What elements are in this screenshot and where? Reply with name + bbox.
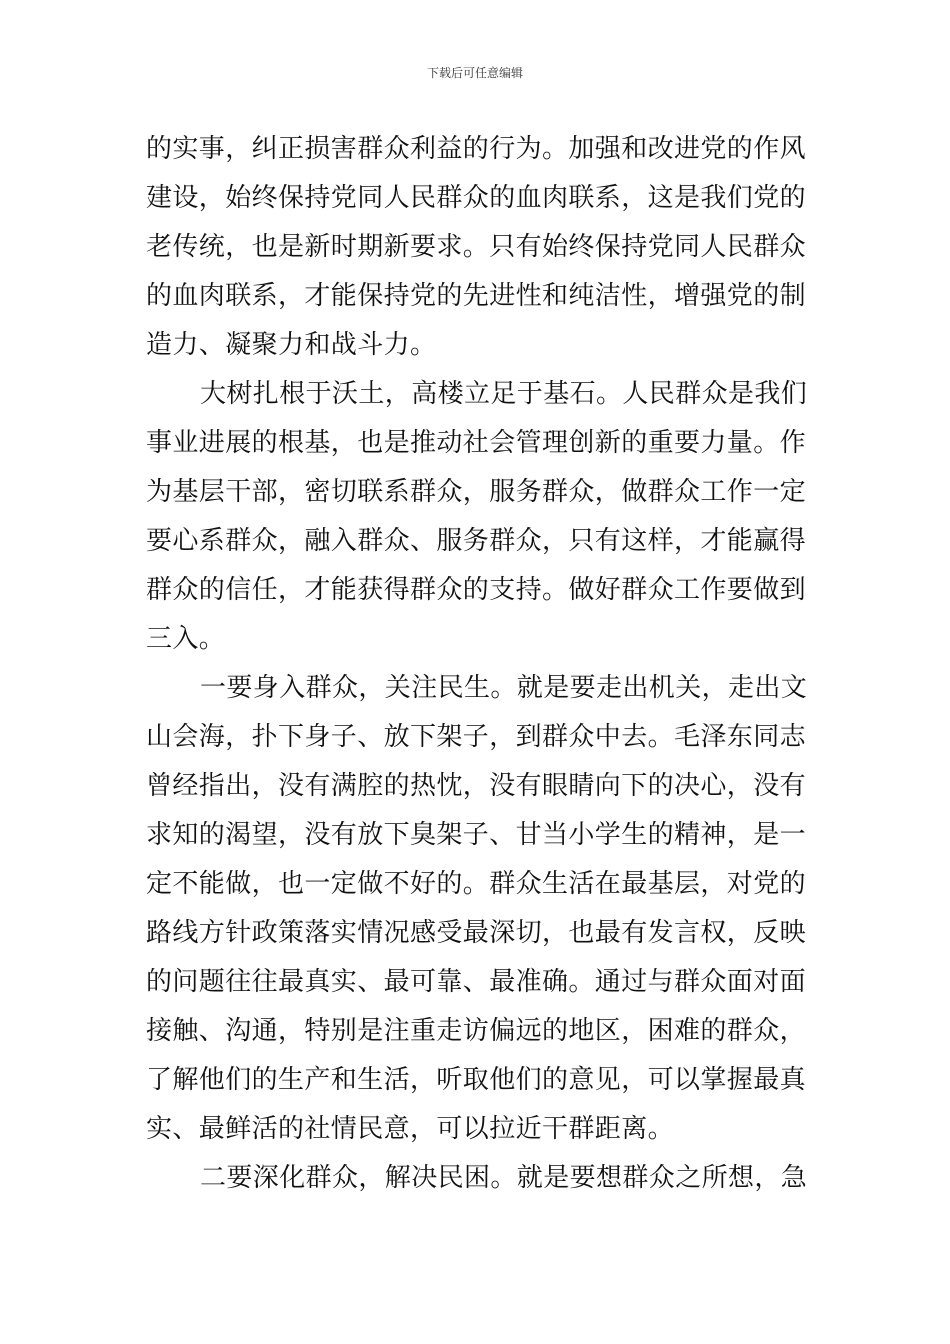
text-line: 事业进展的根基，也是推动社会管理创新的重要力量。作 [146,428,807,458]
text-line: 的实事，纠正损害群众利益的行为。加强和改进党的作风 [146,134,807,164]
document-body [146,125,816,1203]
text-line: 定不能做，也一定做不好的。群众生活在最基层，对党的 [146,869,807,899]
text-line: 曾经指出，没有满腔的热忱，没有眼睛向下的决心，没有 [146,771,807,801]
text-line: 了解他们的生产和生活，听取他们的意见，可以掌握最真 [146,1065,807,1095]
text-line: 老传统，也是新时期新要求。只有始终保持党同人民群众 [146,232,807,262]
text-line: 三入。 [146,624,226,654]
text-line: 实、最鲜活的社情民意，可以拉近干群距离。 [146,1114,675,1144]
paragraph-first-line: 大树扎根于沃土，高楼立足于基石。人民群众是我们 [200,379,808,409]
text-line: 求知的渴望，没有放下臭架子、甘当小学生的精神，是一 [146,820,807,850]
text-line: 群众的信任，才能获得群众的支持。做好群众工作要做到 [146,575,807,605]
text-line: 的血肉联系，才能保持党的先进性和纯洁性，增强党的制 [146,281,807,311]
paragraph-first-line: 一要身入群众，关注民生。就是要走出机关，走出文 [200,673,808,703]
text-line: 要心系群众，融入群众、服务群众，只有这样，才能赢得 [146,526,807,556]
text-line: 建设，始终保持党同人民群众的血肉联系，这是我们党的 [146,183,807,213]
page-header: 下载后可任意编辑 [426,66,523,80]
text-line: 路线方针政策落实情况感受最深切，也最有发言权，反映 [146,918,807,948]
text-line: 山会海，扑下身子、放下架子，到群众中去。毛泽东同志 [146,722,807,752]
text-line: 造力、凝聚力和战斗力。 [146,330,437,360]
text-line: 为基层干部，密切联系群众，服务群众，做群众工作一定 [146,477,807,507]
text-line: 接触、沟通，特别是注重走访偏远的地区，困难的群众， [146,1016,807,1046]
paragraph-first-line: 二要深化群众，解决民困。就是要想群众之所想，急 [200,1163,808,1193]
text-line: 的问题往往最真实、最可靠、最准确。通过与群众面对面 [146,967,807,997]
